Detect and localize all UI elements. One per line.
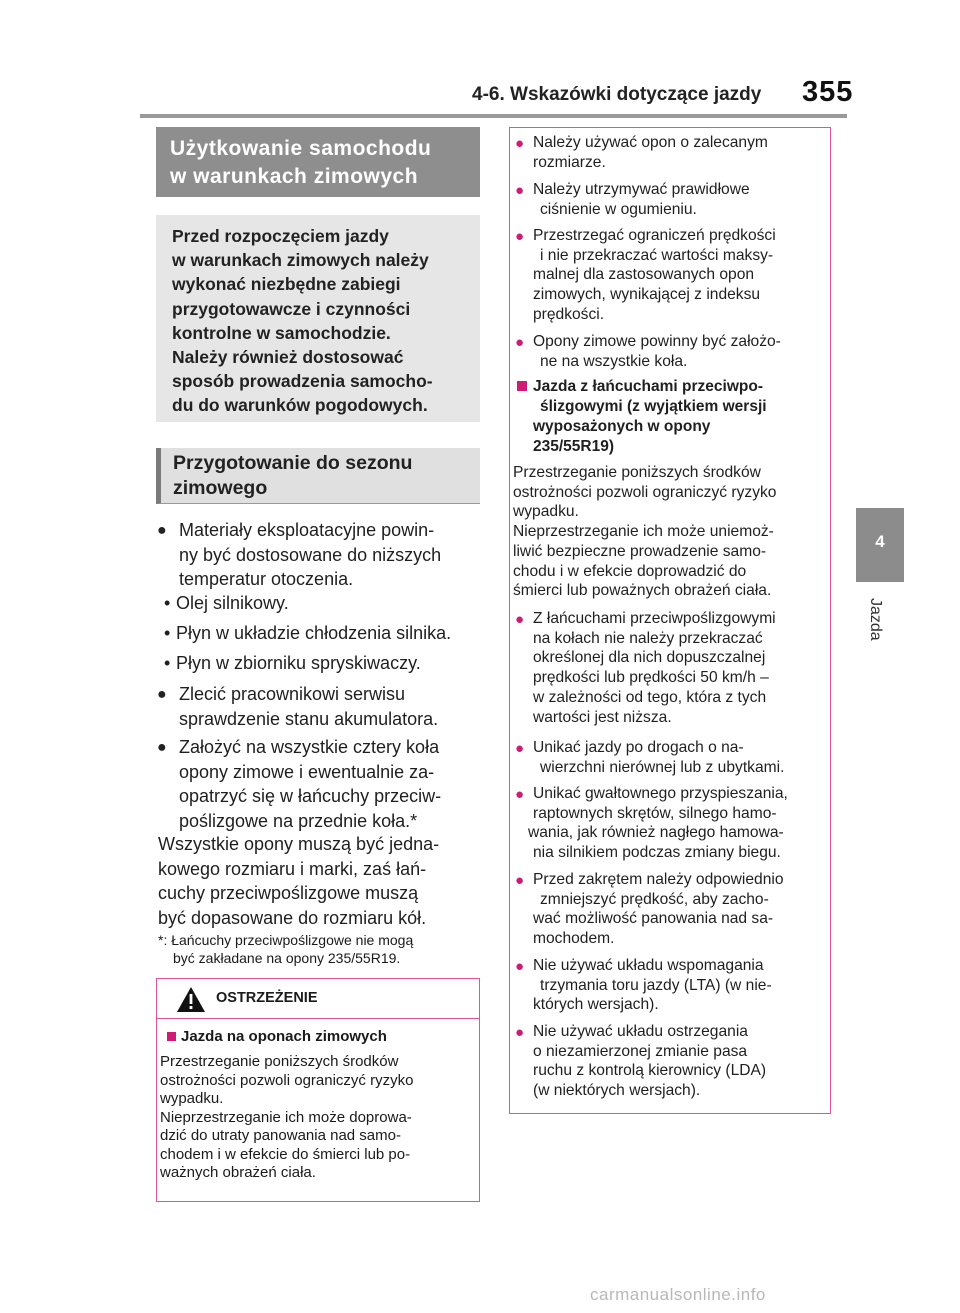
intro-line: Przed rozpoczęciem jazdy bbox=[172, 226, 389, 246]
chapter-number: 4 bbox=[875, 532, 885, 551]
bullet-icon: ● bbox=[157, 739, 167, 756]
text-line: temperatur otoczenia. bbox=[179, 569, 354, 589]
list-item bbox=[157, 518, 479, 592]
text-line: wania, jak również nagłego hamowa- bbox=[528, 824, 784, 842]
text-line: nia silnikiem podczas zmiany biegu. bbox=[533, 844, 781, 862]
text-line: Przestrzeganie poniższych środków bbox=[513, 464, 761, 481]
intro-line: du do warunków pogodowych. bbox=[172, 395, 428, 416]
text-line: chodu i w efekcie doprowadzić do bbox=[513, 562, 747, 580]
section-title: 4-6. Wskazówki dotyczące jazdy bbox=[472, 84, 762, 105]
bullet-icon: ● bbox=[157, 522, 167, 539]
text-line: trzymania toru jazdy (LTA) (w nie- bbox=[540, 976, 772, 994]
text-line: sprawdzenie stanu akumulatora. bbox=[179, 708, 439, 729]
list-item bbox=[515, 332, 829, 371]
bullet-icon: ● bbox=[515, 740, 525, 757]
text-line: 235/55R19) bbox=[533, 438, 615, 455]
bullet-icon: ● bbox=[515, 958, 525, 975]
text-line: prędkości. bbox=[533, 305, 605, 323]
list-item bbox=[157, 682, 479, 731]
text-line: na kołach nie należy przekraczać bbox=[533, 629, 763, 647]
text-line: których wersjach). bbox=[533, 996, 659, 1014]
warning-subtitle bbox=[167, 1028, 387, 1045]
text-line: wierzchni nierównej lub z ubytkami. bbox=[540, 758, 785, 776]
header-rule bbox=[140, 114, 847, 118]
chains-paragraph bbox=[513, 463, 831, 601]
heading-winter-use bbox=[156, 127, 480, 197]
text-line: ważnych obrażeń ciała. bbox=[160, 1164, 316, 1181]
text-line: Jazda z łańcuchami przeciwpo- bbox=[533, 378, 763, 395]
footer-watermark: carmanualsonline.info bbox=[590, 1285, 766, 1304]
list-item bbox=[515, 609, 829, 727]
text-line: wypadku. bbox=[160, 1090, 224, 1107]
text-line: mochodem. bbox=[533, 930, 615, 948]
text-line: ne na wszystkie koła. bbox=[540, 352, 688, 370]
text-line: zimowych, wynikającej z indeksu bbox=[533, 286, 761, 304]
list-item bbox=[515, 1022, 829, 1101]
text-line: Jazda na oponach zimowych bbox=[181, 1028, 387, 1045]
list-item bbox=[157, 735, 479, 833]
text-line: ślizgowymi (z wyjątkiem wersji bbox=[540, 398, 767, 415]
text-line: Nieprzestrzeganie ich może uniemoż- bbox=[513, 523, 774, 541]
text-line: poślizgowe na przednie koła.* bbox=[179, 810, 418, 831]
text-line: Zlecić pracownikowi serwisu bbox=[179, 684, 406, 704]
text-line: Przestrzeganie poniższych środków bbox=[160, 1053, 399, 1070]
text-line: Należy utrzymywać prawidłowe bbox=[533, 181, 750, 198]
text-line: wypadku. bbox=[513, 503, 579, 521]
text-line: o niezamierzonej zmianie pasa bbox=[533, 1042, 748, 1060]
list-item bbox=[515, 226, 829, 325]
warning-triangle-icon bbox=[176, 986, 206, 1013]
text-line: zmniejszyć prędkość, aby zacho- bbox=[540, 890, 769, 908]
text-line: ruchu z kontrolą kierownicy (LDA) bbox=[533, 1062, 767, 1080]
text-line: ostrożności pozwoli ograniczyć ryzyko bbox=[513, 483, 777, 501]
warning-body bbox=[160, 1053, 478, 1183]
intro-line: przygotowawcze i czynności bbox=[172, 298, 411, 319]
bullet-icon: ● bbox=[515, 1024, 525, 1041]
text-line: dzić do utraty panowania nad samo- bbox=[160, 1127, 401, 1144]
square-bullet-icon bbox=[167, 1032, 176, 1041]
text-line: ciśnienie w ogumieniu. bbox=[540, 200, 697, 218]
bullet-icon: ● bbox=[515, 786, 525, 803]
text-line: opony zimowe i ewentualnie za- bbox=[179, 761, 435, 782]
text-line: Nie używać układu wspomagania bbox=[533, 957, 764, 974]
intro-line: wykonać niezbędne zabiegi bbox=[172, 274, 401, 295]
dash-icon: • bbox=[164, 593, 171, 613]
text-line: Unikać gwałtownego przyspieszania, bbox=[533, 785, 788, 802]
intro-line: sposób prowadzenia samocho- bbox=[172, 371, 433, 392]
text-line: wartości jest niższa. bbox=[533, 708, 672, 726]
chains-subheading bbox=[533, 377, 829, 457]
text-line: opatrzyć się w łańcuchy przeciw- bbox=[179, 786, 442, 806]
dash-item bbox=[164, 651, 421, 676]
text-line: ostrożności pozwoli ograniczyć ryzyko bbox=[160, 1071, 414, 1089]
text-line: Założyć na wszystkie cztery koła bbox=[179, 737, 440, 757]
list-item bbox=[515, 956, 829, 1015]
intro-line: Należy również dostosować bbox=[172, 347, 404, 368]
heading-line: Użytkowanie samochodu bbox=[170, 137, 432, 160]
text-line: Wszystkie opony muszą być jedna- bbox=[158, 834, 440, 854]
heading-line: w warunkach zimowych bbox=[170, 165, 419, 188]
text-line: wać możliwość panowania nad sa- bbox=[533, 910, 774, 928]
text-line: Przed zakrętem należy odpowiednio bbox=[533, 871, 784, 888]
text-line: być zakładane na opony 235/55R19. bbox=[173, 949, 401, 966]
text-line: Olej silnikowy. bbox=[176, 593, 289, 613]
text-line: ny być dostosowane do niższych bbox=[179, 544, 442, 565]
bullet-icon: ● bbox=[515, 872, 525, 889]
text-line: Unikać jazdy po drogach o na- bbox=[533, 739, 744, 756]
intro-line: kontrolne w samochodzie. bbox=[172, 322, 391, 343]
warning-title: OSTRZEŻENIE bbox=[216, 990, 318, 1006]
bullet-icon: ● bbox=[157, 686, 167, 703]
text-line: Nieprzestrzeganie ich może doprowa- bbox=[160, 1108, 412, 1126]
list-item bbox=[515, 133, 829, 172]
text-line: Płyn w układzie chłodzenia silnika. bbox=[176, 623, 452, 643]
text-line: wyposażonych w opony bbox=[533, 418, 711, 435]
text-line: Płyn w zbiorniku spryskiwaczy. bbox=[176, 653, 421, 673]
page-number: 355 bbox=[802, 76, 854, 108]
bullet-icon: ● bbox=[515, 182, 525, 199]
chapter-label: Jazda bbox=[867, 598, 884, 641]
text-line: malnej dla zastosowanych opon bbox=[533, 266, 755, 284]
list-item bbox=[515, 738, 829, 777]
heading-season-prep bbox=[156, 448, 480, 504]
heading-line: Przygotowanie do sezonu bbox=[173, 452, 413, 474]
text-line: śmierci lub poważnych obrażeń ciała. bbox=[513, 582, 772, 600]
text-line: (w niektórych wersjach). bbox=[533, 1082, 701, 1100]
dash-icon: • bbox=[164, 623, 171, 643]
text-line: Należy używać opon o zalecanym bbox=[533, 134, 768, 151]
list-item bbox=[515, 784, 829, 863]
bullet-icon: ● bbox=[515, 135, 525, 152]
text-line: być dopasowane do rozmiaru kół. bbox=[158, 907, 427, 928]
text-line: Materiały eksploatacyjne powin- bbox=[179, 520, 435, 540]
bullet-icon: ● bbox=[515, 228, 525, 245]
text-line: Opony zimowe powinny być założo- bbox=[533, 333, 781, 350]
text-line: i nie przekraczać wartości maksy- bbox=[540, 246, 774, 264]
list-item bbox=[515, 870, 829, 949]
text-line: raptownych skrętów, silnego hamo- bbox=[533, 804, 777, 822]
dash-item bbox=[164, 621, 452, 646]
text-line: cuchy przeciwpoślizgowe muszą bbox=[158, 883, 419, 903]
list-item bbox=[515, 180, 829, 219]
footnote bbox=[158, 932, 480, 967]
tyre-paragraph bbox=[158, 832, 480, 930]
text-line: Przestrzegać ograniczeń prędkości bbox=[533, 227, 776, 244]
dash-item bbox=[164, 591, 289, 616]
heading-line: zimowego bbox=[173, 477, 268, 499]
text-line: określonej dla nich dopuszczalnej bbox=[533, 649, 766, 667]
text-line: Z łańcuchami przeciwpoślizgowymi bbox=[533, 610, 776, 627]
intro-line: w warunkach zimowych należy bbox=[172, 250, 429, 271]
bullet-icon: ● bbox=[515, 334, 525, 351]
text-line: kowego rozmiaru i marki, zaś łań- bbox=[158, 858, 427, 879]
text-line: prędkości lub prędkości 50 km/h – bbox=[533, 669, 769, 687]
text-line: Nie używać układu ostrzegania bbox=[533, 1023, 748, 1040]
text-line: *: Łańcuchy przeciwpoślizgowe nie mogą bbox=[158, 932, 414, 948]
bullet-icon: ● bbox=[515, 611, 525, 628]
dash-icon: • bbox=[164, 653, 171, 673]
intro-box bbox=[156, 215, 480, 422]
square-bullet-icon bbox=[517, 381, 527, 391]
text-line: w zależności od tego, która z tych bbox=[533, 688, 767, 706]
text-line: liwić bezpieczne prowadzenie samo- bbox=[513, 542, 767, 560]
text-line: chodem i w efekcie do śmierci lub po- bbox=[160, 1145, 411, 1163]
text-line: rozmiarze. bbox=[533, 153, 606, 171]
